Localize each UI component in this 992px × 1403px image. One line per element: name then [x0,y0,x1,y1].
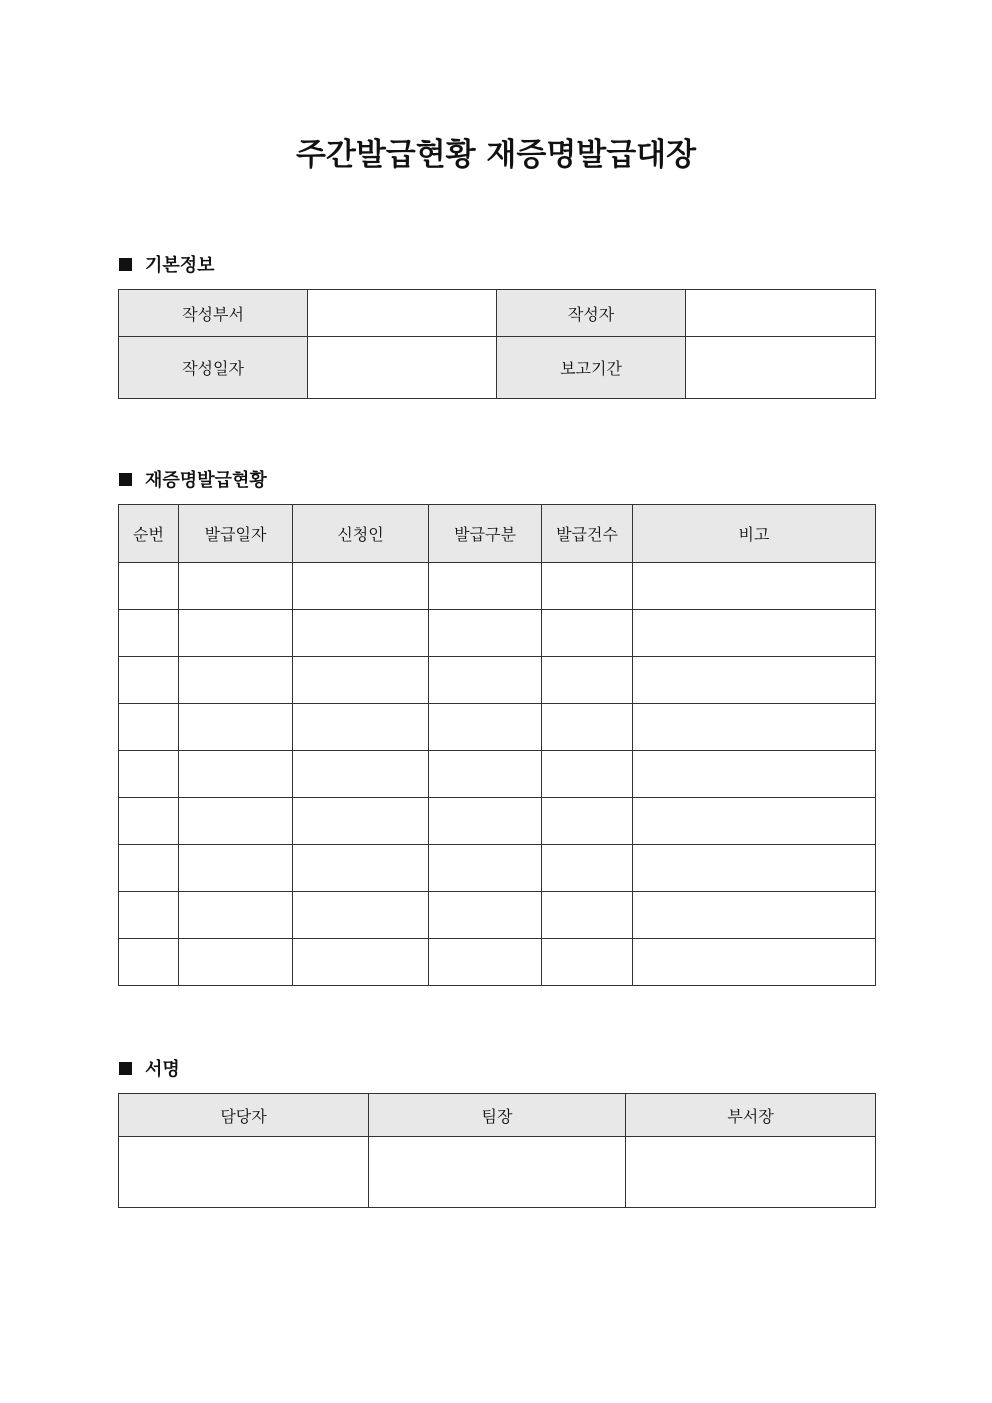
cell-issue-count[interactable] [542,704,633,751]
cell-number[interactable] [119,845,179,892]
cell-issue-date[interactable] [179,563,293,610]
cell-issue-date[interactable] [179,610,293,657]
cell-remarks[interactable] [633,610,876,657]
author-field[interactable] [686,290,876,337]
cell-issue-type[interactable] [429,892,542,939]
cell-number[interactable] [119,704,179,751]
date-field[interactable] [308,337,497,399]
cell-number[interactable] [119,610,179,657]
period-field[interactable] [686,337,876,399]
cell-applicant[interactable] [293,751,429,798]
table-row [119,337,876,399]
cell-issue-date[interactable] [179,798,293,845]
cell-applicant[interactable] [293,610,429,657]
cell-issue-type[interactable] [429,563,542,610]
table-row [119,704,876,751]
cell-issue-type[interactable] [429,939,542,986]
square-bullet-icon [119,473,132,486]
column-header-staff: 담당자 [119,1094,369,1137]
cell-issue-count[interactable] [542,563,633,610]
cell-issue-date[interactable] [179,939,293,986]
section-heading-basic-info [119,252,215,276]
cell-issue-type[interactable] [429,610,542,657]
column-header-issue-type: 발급구분 [429,505,542,563]
table-row [119,657,876,704]
cell-remarks[interactable] [633,657,876,704]
date-label: 작성일자 [119,337,308,399]
column-header-applicant: 신청인 [293,505,429,563]
cell-issue-type[interactable] [429,657,542,704]
cell-remarks[interactable] [633,892,876,939]
department-head-signature-box[interactable] [626,1137,876,1208]
cell-issue-count[interactable] [542,845,633,892]
cell-number[interactable] [119,563,179,610]
cell-issue-date[interactable] [179,657,293,704]
department-field[interactable] [308,290,497,337]
square-bullet-icon [119,1062,132,1075]
issuance-status-table [118,504,876,986]
cell-number[interactable] [119,657,179,704]
cell-issue-date[interactable] [179,845,293,892]
section-heading-label: 서명 [145,1059,180,1080]
table-row [119,751,876,798]
cell-issue-date[interactable] [179,892,293,939]
cell-remarks[interactable] [633,939,876,986]
column-header-team-leader: 팀장 [369,1094,626,1137]
table-row [119,610,876,657]
cell-issue-count[interactable] [542,892,633,939]
section-heading-label: 재증명발급현황 [145,470,267,491]
signature-table [118,1093,876,1208]
cell-issue-count[interactable] [542,798,633,845]
period-label: 보고기간 [497,337,686,399]
cell-applicant[interactable] [293,704,429,751]
staff-signature-box[interactable] [119,1137,369,1208]
author-label: 작성자 [497,290,686,337]
basic-info-table [118,289,876,399]
cell-issue-count[interactable] [542,939,633,986]
cell-number[interactable] [119,751,179,798]
table-row [119,939,876,986]
table-row [119,798,876,845]
cell-number[interactable] [119,939,179,986]
department-label: 작성부서 [119,290,308,337]
cell-number[interactable] [119,798,179,845]
column-header-number: 순번 [119,505,179,563]
cell-applicant[interactable] [293,798,429,845]
table-header-row [119,505,876,563]
cell-issue-type[interactable] [429,751,542,798]
cell-issue-count[interactable] [542,657,633,704]
table-row [119,845,876,892]
cell-applicant[interactable] [293,563,429,610]
table-header-row [119,1094,876,1137]
cell-issue-date[interactable] [179,704,293,751]
cell-issue-count[interactable] [542,751,633,798]
cell-issue-type[interactable] [429,798,542,845]
column-header-department-head: 부서장 [626,1094,876,1137]
cell-remarks[interactable] [633,798,876,845]
team-leader-signature-box[interactable] [369,1137,626,1208]
table-row [119,892,876,939]
cell-number[interactable] [119,892,179,939]
cell-issue-count[interactable] [542,610,633,657]
cell-remarks[interactable] [633,563,876,610]
cell-issue-type[interactable] [429,704,542,751]
table-row [119,1137,876,1208]
cell-applicant[interactable] [293,939,429,986]
table-row [119,563,876,610]
page-title: 주간발급현황 재증명발급대장 [295,137,697,173]
cell-remarks[interactable] [633,704,876,751]
cell-applicant[interactable] [293,892,429,939]
square-bullet-icon [119,258,132,271]
column-header-issue-count: 발급건수 [542,505,633,563]
cell-applicant[interactable] [293,657,429,704]
cell-remarks[interactable] [633,845,876,892]
section-heading-status [119,467,267,491]
cell-issue-type[interactable] [429,845,542,892]
cell-issue-date[interactable] [179,751,293,798]
cell-applicant[interactable] [293,845,429,892]
table-row [119,290,876,337]
section-heading-label: 기본정보 [145,255,215,276]
column-header-remarks: 비고 [633,505,876,563]
column-header-issue-date: 발급일자 [179,505,293,563]
section-heading-signature [119,1056,180,1080]
cell-remarks[interactable] [633,751,876,798]
